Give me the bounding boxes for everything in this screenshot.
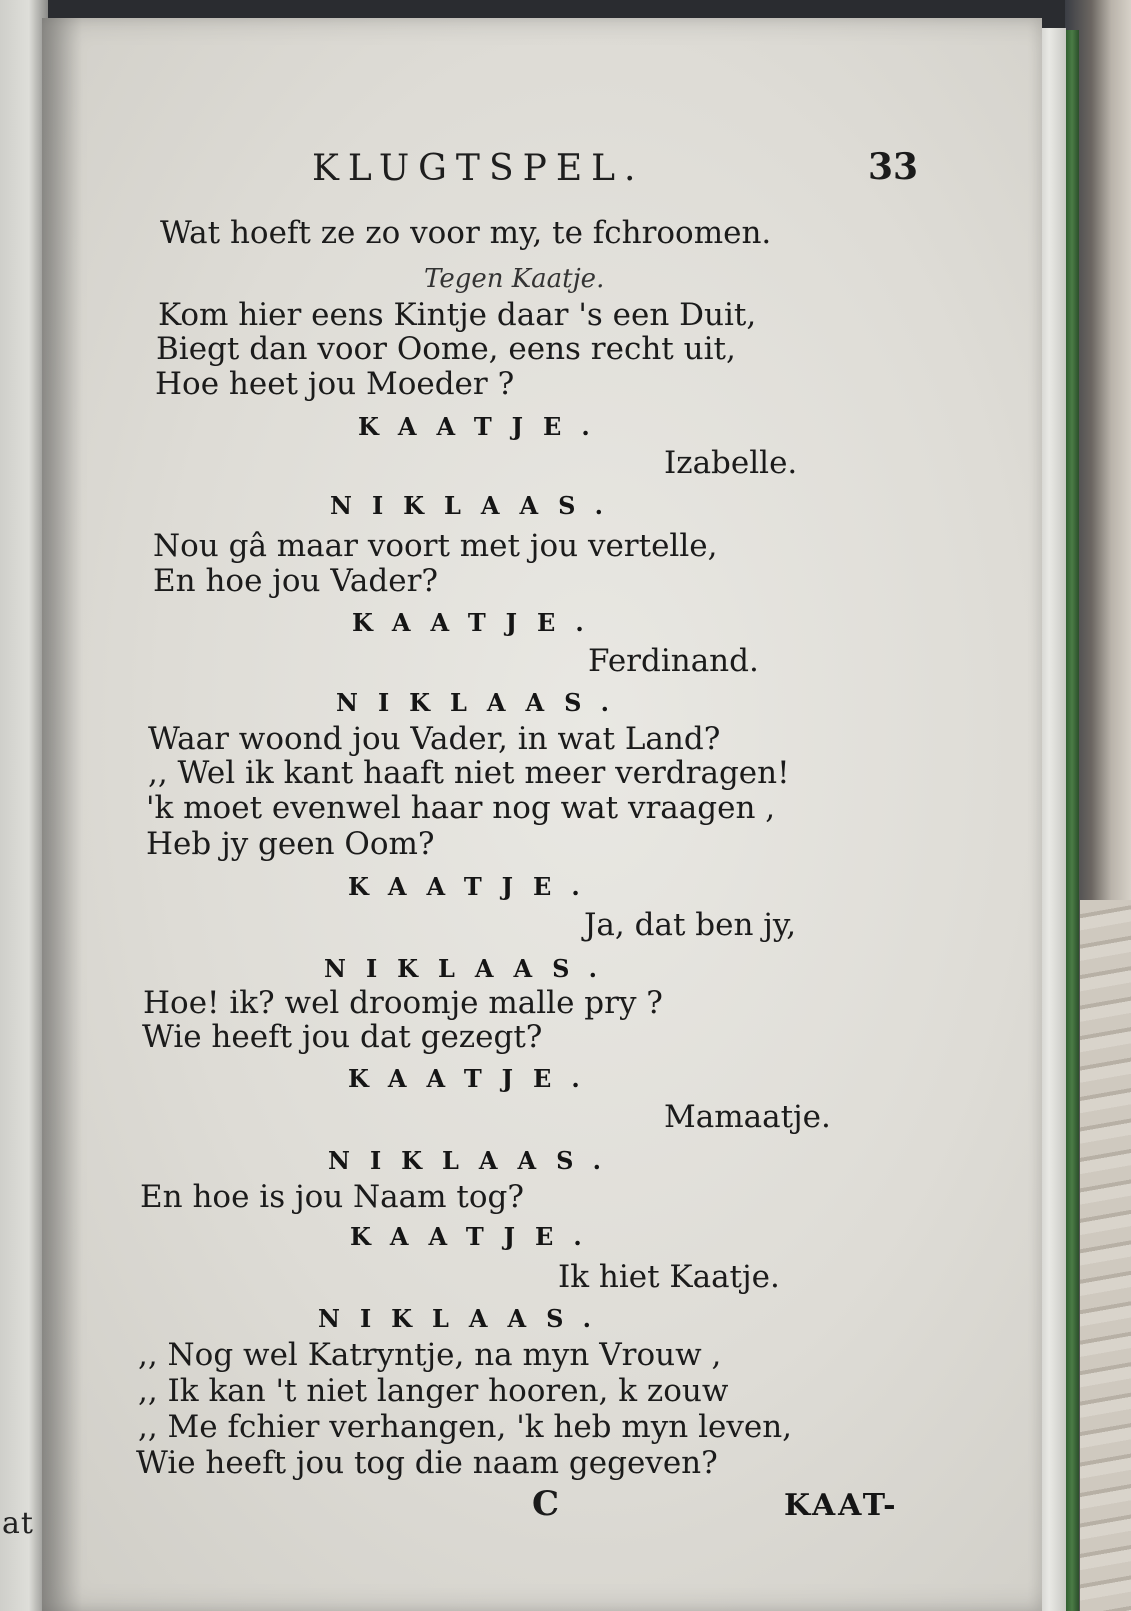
speaker-heading: NIKLAAS. bbox=[330, 491, 623, 520]
verse-line: ,, Wel ik kant haaft niet meer verdragen! bbox=[148, 755, 790, 791]
verse-line: Biegt dan voor Oome, eens recht uit, bbox=[156, 331, 736, 367]
verse-line: Waar woond jou Vader, in wat Land? bbox=[148, 721, 721, 757]
verse-line: Wat hoeft ze zo voor my, te fchroomen. bbox=[160, 215, 772, 251]
verse-line: ,, Ik kan 't niet langer hooren, k zouw bbox=[138, 1373, 729, 1409]
verse-line: Hoe! ik? wel droomje malle pry ? bbox=[143, 985, 663, 1021]
verse-line: ,, Nog wel Katryntje, na myn Vrouw , bbox=[138, 1337, 722, 1373]
verse-line: Nou gâ maar voort met jou vertelle, bbox=[153, 528, 718, 564]
speaker-heading: NIKLAAS. bbox=[336, 688, 629, 717]
book-cover-edge bbox=[1065, 30, 1079, 1611]
catchword: KAAT- bbox=[784, 1488, 899, 1523]
reply-line: Ferdinand. bbox=[588, 643, 759, 679]
facing-page-text-fragment: at bbox=[2, 1506, 34, 1541]
verse-line: Wie heeft jou tog die naam gegeven? bbox=[136, 1445, 718, 1481]
verse-line: Kom hier eens Kintje daar 's een Duit, bbox=[158, 297, 757, 333]
speaker-heading: KAATJE. bbox=[358, 412, 610, 441]
signature-mark: C bbox=[532, 1484, 560, 1524]
verse-line: En hoe is jou Naam tog? bbox=[140, 1179, 524, 1215]
reply-line: Izabelle. bbox=[664, 445, 798, 481]
verse-line: Wie heeft jou dat gezegt? bbox=[142, 1019, 543, 1055]
running-title: KLUGTSPEL. bbox=[312, 148, 645, 189]
reply-line: Ja, dat ben jy, bbox=[584, 907, 797, 943]
table-wood-grain bbox=[1080, 900, 1131, 1611]
verse-line: Hoe heet jou Moeder ? bbox=[155, 366, 515, 402]
verse-line: ,, Me fchier verhangen, 'k heb myn leven, bbox=[138, 1409, 793, 1445]
speaker-heading: KAATJE. bbox=[348, 872, 600, 901]
speaker-heading: NIKLAAS. bbox=[328, 1146, 621, 1175]
gutter-shadow bbox=[42, 18, 82, 1611]
speaker-heading: NIKLAAS. bbox=[318, 1304, 611, 1333]
verse-line: 'k moet evenwel haar nog wat vraagen , bbox=[146, 790, 776, 826]
speaker-heading: KAATJE. bbox=[352, 608, 604, 637]
speaker-heading: KAATJE. bbox=[348, 1064, 600, 1093]
verse-line: En hoe jou Vader? bbox=[153, 563, 439, 599]
stage-direction: Tegen Kaatje. bbox=[424, 264, 605, 294]
speaker-heading: NIKLAAS. bbox=[324, 954, 617, 983]
reply-line: Mamaatje. bbox=[664, 1099, 831, 1135]
page-number: 33 bbox=[868, 146, 919, 188]
reply-line: Ik hiet Kaatje. bbox=[558, 1259, 780, 1295]
page-edges bbox=[1038, 28, 1066, 1611]
speaker-heading: KAATJE. bbox=[350, 1222, 602, 1251]
facing-page bbox=[0, 0, 48, 1611]
verse-line: Heb jy geen Oom? bbox=[146, 826, 435, 862]
